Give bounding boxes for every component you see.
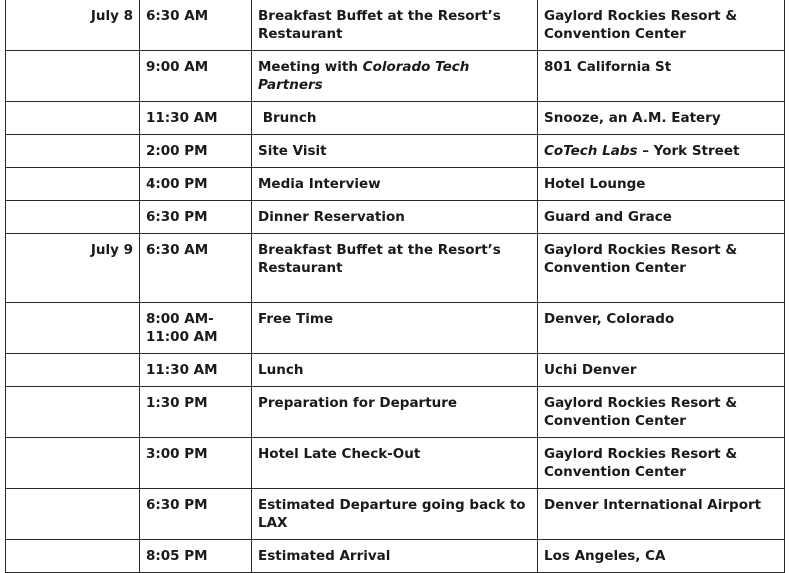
time-text: 4:00 PM — [146, 176, 208, 192]
activity-cell — [252, 168, 538, 201]
location-text: Snooze, an A.M. Eatery — [544, 110, 721, 126]
date-cell — [6, 354, 140, 387]
time-text: 1:30 PM — [146, 395, 208, 411]
date-cell — [6, 438, 140, 489]
itinerary-row — [6, 234, 785, 303]
time-cell — [140, 102, 252, 135]
activity-text: Free Time — [258, 311, 334, 327]
activity-text: Site Visit — [258, 143, 327, 159]
date-text: July 9 — [90, 242, 133, 258]
location-text: Denver, Colorado — [544, 311, 675, 327]
time-cell — [140, 489, 252, 540]
itinerary-row — [6, 489, 785, 540]
location-cell — [538, 438, 785, 489]
time-text: 3:00 PM — [146, 446, 208, 462]
time-text: 8:05 PM — [146, 548, 208, 564]
location-text: Gaylord Rockies Resort & Convention Center — [544, 8, 738, 42]
activity-cell — [252, 354, 538, 387]
time-cell — [140, 387, 252, 438]
time-cell — [140, 438, 252, 489]
activity-cell — [252, 387, 538, 438]
activity-cell — [252, 135, 538, 168]
location-cell — [538, 201, 785, 234]
activity-text: Media Interview — [258, 176, 381, 192]
location-text: Gaylord Rockies Resort & Convention Center — [544, 242, 738, 276]
activity-cell — [252, 51, 538, 102]
location-suffix: – York Street — [637, 143, 740, 159]
time-cell — [140, 135, 252, 168]
itinerary-row — [6, 0, 785, 51]
activity-text: Estimated Arrival — [258, 548, 391, 564]
itinerary-row — [6, 135, 785, 168]
activity-text: Hotel Late Check-Out — [258, 446, 421, 462]
time-cell — [140, 303, 252, 354]
location-text: Hotel Lounge — [544, 176, 646, 192]
date-cell — [6, 102, 140, 135]
itinerary-table — [5, 0, 785, 573]
date-cell — [6, 303, 140, 354]
activity-text: Meeting with — [258, 59, 363, 75]
location-text: Uchi Denver — [544, 362, 637, 378]
itinerary-row — [6, 354, 785, 387]
location-text: Gaylord Rockies Resort & Convention Center — [544, 395, 738, 429]
activity-cell — [252, 540, 538, 573]
time-text: 6:30 AM — [146, 8, 209, 24]
activity-cell — [252, 234, 538, 303]
location-cell — [538, 135, 785, 168]
location-cell — [538, 234, 785, 303]
itinerary-body — [6, 0, 785, 573]
location-emphasis: CoTech Labs — [544, 143, 638, 159]
time-cell — [140, 168, 252, 201]
time-text: 11:30 AM — [146, 362, 218, 378]
time-cell — [140, 51, 252, 102]
location-cell — [538, 168, 785, 201]
time-text: 2:00 PM — [146, 143, 208, 159]
activity-text: Dinner Reservation — [258, 209, 405, 225]
time-text: 6:30 AM — [146, 242, 209, 258]
time-text: 6:30 PM — [146, 497, 208, 513]
time-text: 11:30 AM — [146, 110, 218, 126]
time-text: 9:00 AM — [146, 59, 209, 75]
location-cell — [538, 540, 785, 573]
date-cell — [6, 234, 140, 303]
activity-cell — [252, 303, 538, 354]
date-cell — [6, 51, 140, 102]
location-cell — [538, 489, 785, 540]
itinerary-row — [6, 51, 785, 102]
activity-text: Lunch — [258, 362, 304, 378]
time-cell — [140, 0, 252, 51]
date-cell — [6, 168, 140, 201]
date-cell — [6, 540, 140, 573]
date-cell — [6, 135, 140, 168]
itinerary-row — [6, 438, 785, 489]
activity-cell — [252, 102, 538, 135]
activity-cell — [252, 201, 538, 234]
activity-text: Preparation for Departure — [258, 395, 458, 411]
itinerary-row — [6, 303, 785, 354]
activity-text: Breakfast Buffet at the Resort’s Restaurant — [258, 242, 506, 276]
activity-cell — [252, 0, 538, 51]
location-cell — [538, 303, 785, 354]
time-text: 6:30 PM — [146, 209, 208, 225]
location-cell — [538, 387, 785, 438]
location-cell — [538, 102, 785, 135]
time-cell — [140, 540, 252, 573]
activity-text: Estimated Departure going back to LAX — [258, 497, 531, 531]
itinerary-row — [6, 201, 785, 234]
activity-cell — [252, 438, 538, 489]
date-cell — [6, 387, 140, 438]
location-text: Los Angeles, CA — [544, 548, 666, 564]
date-cell — [6, 489, 140, 540]
date-cell — [6, 201, 140, 234]
date-cell — [6, 0, 140, 51]
activity-text: Brunch — [258, 110, 317, 126]
itinerary-row — [6, 540, 785, 573]
itinerary-row — [6, 168, 785, 201]
location-text: 801 California St — [544, 59, 672, 75]
location-text: Gaylord Rockies Resort & Convention Center — [544, 446, 738, 480]
itinerary-row — [6, 387, 785, 438]
location-cell — [538, 0, 785, 51]
time-text: 8:00 AM-11:00 AM — [146, 311, 218, 345]
location-text: Guard and Grace — [544, 209, 672, 225]
time-cell — [140, 234, 252, 303]
location-cell — [538, 51, 785, 102]
activity-emphasis: Colorado Tech Partners — [258, 59, 470, 93]
activity-text: Breakfast Buffet at the Resort’s Restaurant — [258, 8, 506, 42]
time-cell — [140, 201, 252, 234]
location-cell — [538, 354, 785, 387]
activity-cell — [252, 489, 538, 540]
date-text: July 8 — [90, 8, 133, 24]
location-text: Denver International Airport — [544, 497, 762, 513]
time-cell — [140, 354, 252, 387]
itinerary-row — [6, 102, 785, 135]
